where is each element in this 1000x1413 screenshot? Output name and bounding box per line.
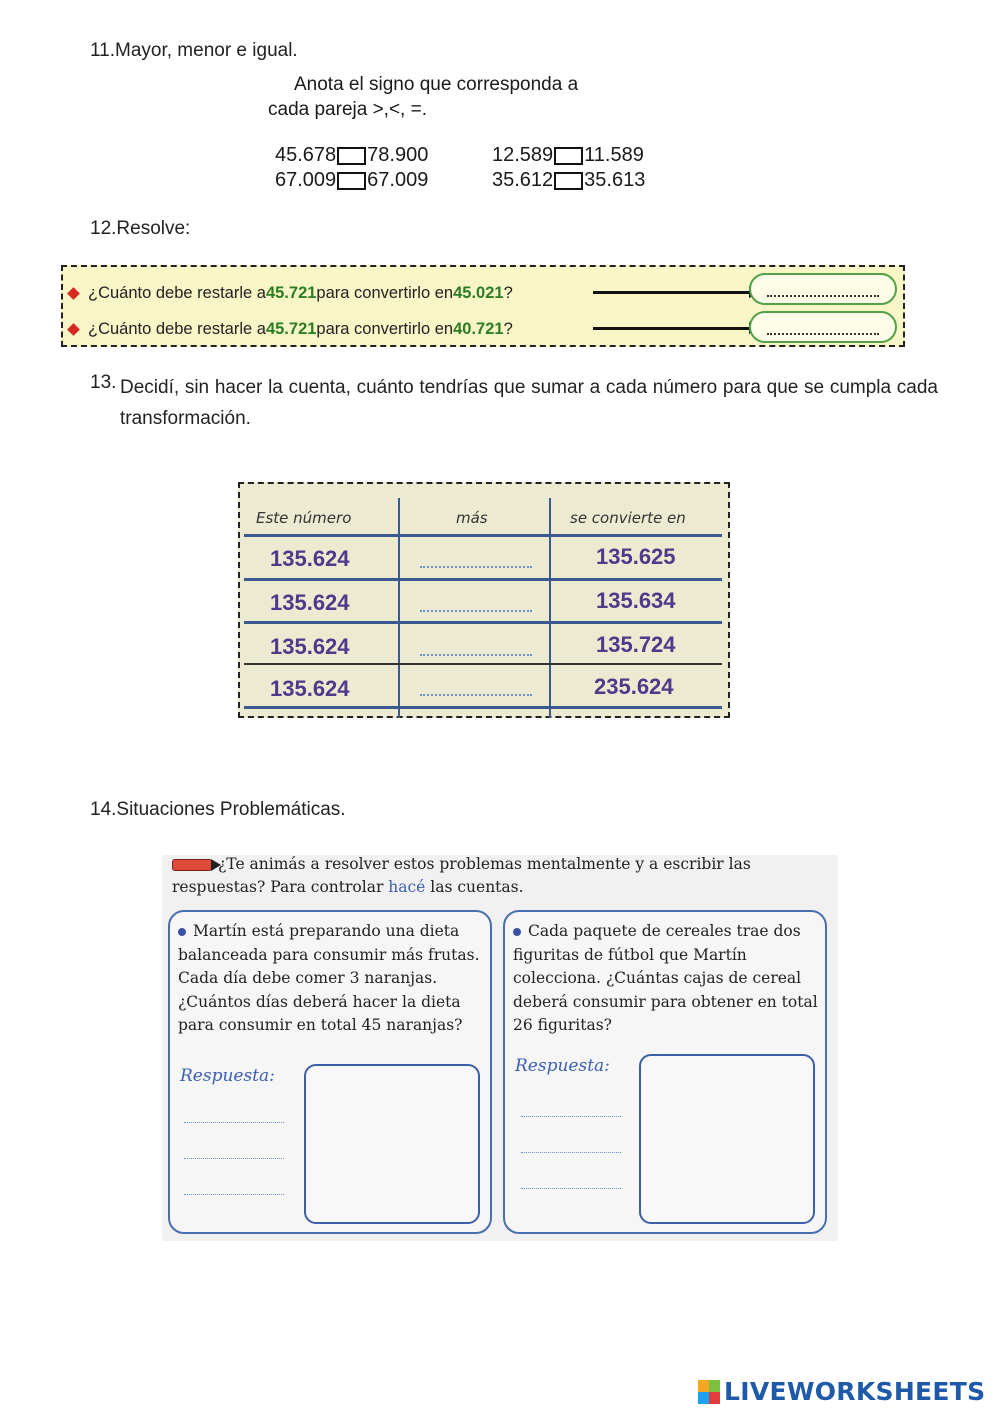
section-13-number: 13. — [90, 372, 117, 393]
instruction-line-2: cada pareja >,<, =. — [268, 99, 427, 120]
answer-line[interactable] — [184, 1158, 284, 1159]
answer-line[interactable] — [521, 1188, 621, 1189]
header-se-convierte-en: se convierte en — [570, 509, 686, 527]
problem-text-2 — [513, 920, 818, 1038]
section-11-instruction — [268, 72, 578, 122]
start-number: 135.624 — [270, 590, 350, 615]
pair-left-number: 12.589 — [492, 144, 554, 166]
problem-1-statement: Martín está preparando una dieta balanceada para consumir más frutas. Cada día debe comer 3 naranjas. ¿Cuántos días deberá hacer la dieta para consumir en total 45 naranjas? — [178, 922, 480, 1034]
comparison-pair — [492, 169, 645, 192]
question-middle: para convertirlo en — [316, 320, 454, 338]
section-13-instruction: Decidí, sin hacer la cuenta, cuánto tendrías que sumar a cada número para que se cumpla cada transformación. — [120, 377, 938, 429]
answer-blank[interactable] — [420, 694, 532, 696]
pair-right-number: 78.900 — [367, 144, 429, 166]
pair-right-number: 35.613 — [584, 169, 646, 191]
start-number: 135.624 — [270, 546, 350, 571]
start-number: 135.624 — [270, 676, 350, 701]
row-divider — [244, 663, 722, 665]
section-11-heading: 11.Mayor, menor e igual. — [90, 40, 298, 61]
calculation-box[interactable] — [639, 1054, 815, 1224]
answer-line[interactable] — [521, 1152, 621, 1153]
question-number-2: 45.021 — [453, 284, 504, 302]
answer-blank[interactable] — [420, 654, 532, 656]
result-number: 135.724 — [596, 632, 676, 657]
sign-answer-box[interactable] — [337, 147, 366, 165]
instruction-line-1: Anota el signo que corresponda a — [294, 74, 579, 95]
pair-left-number: 45.678 — [275, 144, 337, 166]
column-divider — [549, 498, 551, 718]
subtraction-panel — [61, 265, 905, 347]
comparison-pair — [275, 144, 428, 167]
section-12-heading: 12.Resolve: — [90, 218, 191, 239]
bullet-icon — [178, 928, 186, 936]
comparison-pair — [275, 169, 428, 192]
pair-left-number: 67.009 — [275, 169, 337, 191]
result-number: 135.625 — [596, 544, 676, 569]
bullet-icon — [513, 928, 521, 936]
answer-label: Respuesta: — [515, 1056, 610, 1076]
sign-answer-box[interactable] — [554, 147, 583, 165]
question-prefix: ¿Cuánto debe restarle a — [88, 284, 266, 302]
question-number-1: 45.721 — [265, 320, 317, 338]
logo-mark-icon — [698, 1380, 720, 1404]
question-suffix: ? — [503, 284, 513, 302]
row-divider — [244, 706, 722, 709]
answer-line[interactable] — [184, 1122, 284, 1123]
problems-intro — [172, 853, 822, 899]
result-number: 135.634 — [596, 588, 676, 613]
logo-text: LIVEWORKSHEETS — [724, 1377, 986, 1406]
sign-answer-box[interactable] — [337, 172, 366, 190]
answer-line[interactable] — [184, 1194, 284, 1195]
row-divider — [244, 621, 722, 624]
answer-blank[interactable] — [420, 610, 532, 612]
comparison-pair — [492, 144, 644, 167]
problem-text-1 — [178, 920, 483, 1038]
answer-label: Respuesta: — [180, 1066, 275, 1086]
question-number-1: 45.721 — [265, 284, 317, 302]
section-14-heading: 14.Situaciones Problemáticas. — [90, 799, 346, 820]
question-prefix: ¿Cuánto debe restarle a — [88, 320, 266, 338]
pair-right-number: 67.009 — [367, 169, 429, 191]
pair-left-number: 35.612 — [492, 169, 554, 191]
row-divider — [244, 534, 722, 537]
row-divider — [244, 578, 722, 581]
header-este-numero: Este número — [256, 509, 352, 527]
question-row — [69, 284, 513, 303]
sign-answer-box[interactable] — [554, 172, 583, 190]
question-row — [69, 320, 513, 339]
liveworksheets-logo — [698, 1377, 985, 1406]
intro-text-1: ¿Te animás a resolver estos problemas mentalmente y a escribir las respuestas? Para controlar — [172, 855, 751, 896]
problem-card-1 — [168, 910, 492, 1234]
arrow-line — [593, 327, 751, 330]
calculation-box[interactable] — [304, 1064, 480, 1224]
diamond-bullet-icon — [67, 323, 80, 336]
answer-blank[interactable] — [420, 566, 532, 568]
problem-card-2 — [503, 910, 827, 1234]
transformation-table — [238, 482, 730, 718]
answer-field[interactable] — [749, 311, 897, 343]
diamond-bullet-icon — [67, 287, 80, 300]
question-middle: para convertirlo en — [316, 284, 454, 302]
pencil-icon — [172, 859, 212, 871]
problems-panel — [162, 855, 838, 1241]
result-number: 235.624 — [594, 674, 674, 699]
intro-hace: hacé — [388, 878, 426, 896]
answer-line[interactable] — [521, 1116, 621, 1117]
start-number: 135.624 — [270, 634, 350, 659]
question-number-2: 40.721 — [453, 320, 504, 338]
problem-2-statement: Cada paquete de cereales trae dos figuritas de fútbol que Martín colecciona. ¿Cuántas cajas de cereal deberá consumir para obtener en total 26 figuritas? — [513, 922, 818, 1034]
question-suffix: ? — [503, 320, 513, 338]
answer-field[interactable] — [749, 273, 897, 305]
column-divider — [398, 498, 400, 718]
header-mas: más — [456, 509, 488, 527]
arrow-line — [593, 291, 751, 294]
pair-right-number: 11.589 — [584, 144, 644, 166]
intro-text-2: las cuentas. — [425, 878, 524, 896]
